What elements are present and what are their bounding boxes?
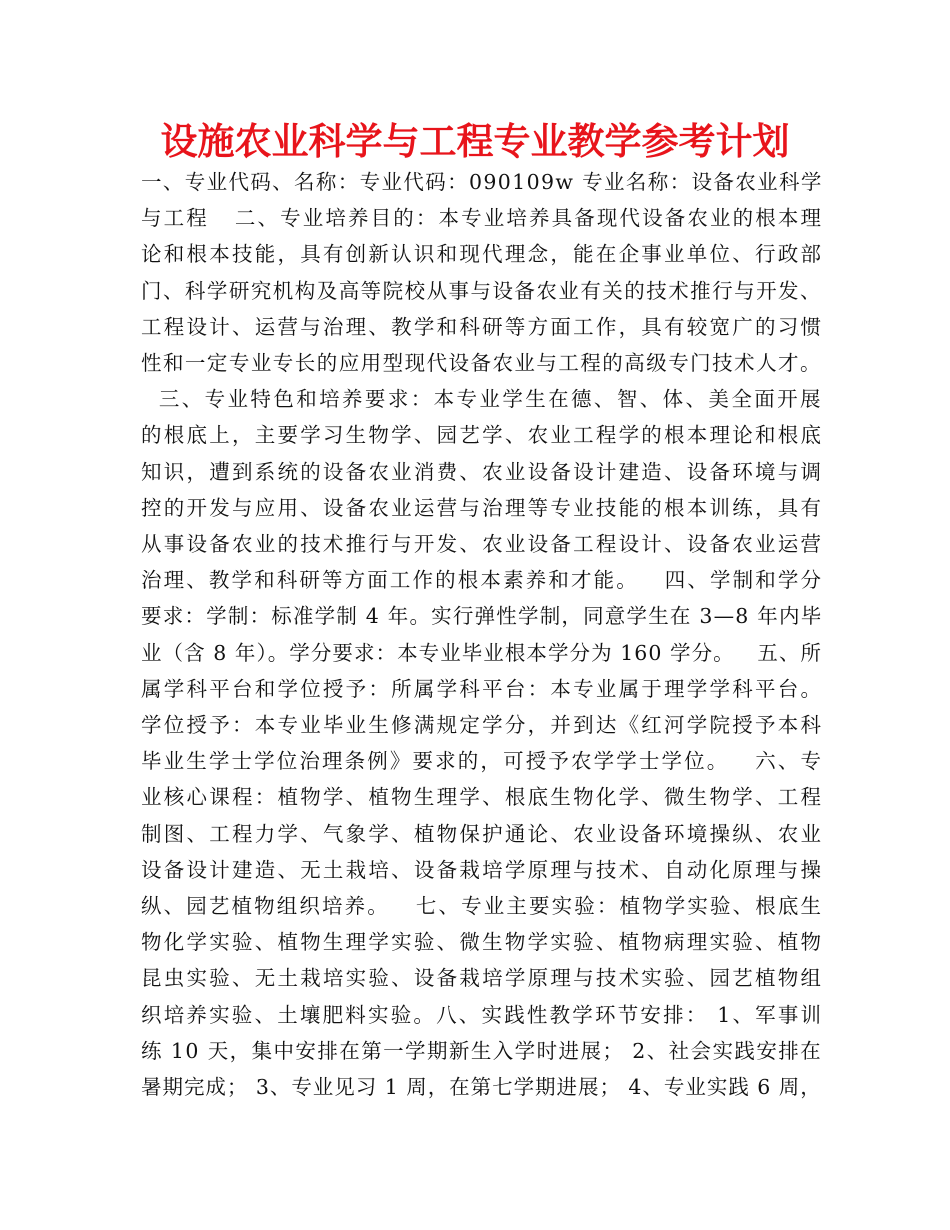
body-line: 昆虫实验、无土栽培实验、设备栽培学原理与技术实验、园艺植物组	[141, 966, 824, 991]
body-line: 工程设计、运营与治理、教学和科研等方面工作，具有较宽广的习惯	[141, 314, 824, 339]
body-line: 毕业生学士学位治理条例》要求的，可授予农学学士学位。 六、专	[141, 749, 824, 774]
body-line: 知识，遭到系统的设备农业消费、农业设备设计建造、设备环境与调	[141, 459, 824, 484]
body-line: 一、专业代码、名称：专业代码：090109w 专业名称：设备农业科学	[141, 170, 823, 194]
body-line: 织培养实验、土壤肥料实验。八、实践性教学环节安排： 1、军事训	[141, 1002, 824, 1027]
body-line: 纵、园艺植物组织培养。 七、专业主要实验：植物学实验、根底生	[141, 894, 824, 919]
document-title: 设施农业科学与工程专业教学参考计划	[160, 120, 790, 163]
body-line: 性和一定专业专长的应用型现代设备农业与工程的高级专门技术人才。	[141, 351, 822, 376]
body-line: 业（含 8 年）。学分要求：本专业毕业根本学分为 160 学分。 五、所	[141, 640, 823, 665]
body-line: 要求：学制：标准学制 4 年。实行弹性学制，同意学生在 3—8 年内毕	[141, 604, 823, 629]
body-line: 三、专业特色和培养要求：本专业学生在德、智、体、美全面开展	[141, 387, 823, 412]
body-line: 属学科平台和学位授予：所属学科平台：本专业属于理学学科平台。	[141, 676, 824, 701]
body-line: 设备设计建造、无土栽培、设备栽培学原理与技术、自动化原理与操	[141, 857, 824, 882]
body-line: 学位授予：本专业毕业生修满规定学分，并到达《红河学院授予本科	[141, 713, 824, 738]
body-line: 练 10 天，集中安排在第一学期新生入学时进展； 2、社会实践安排在	[141, 1038, 823, 1063]
body-line: 物化学实验、植物生理学实验、微生物学实验、植物病理实验、植物	[141, 930, 824, 955]
body-line: 控的开发与应用、设备农业运营与治理等专业技能的根本训练，具有	[141, 495, 824, 520]
body-line: 门、科学研究机构及高等院校从事与设备农业有关的技术推行与开发、	[141, 278, 822, 303]
body-line: 论和根本技能，具有创新认识和现代理念，能在企事业单位、行政部	[141, 242, 824, 267]
body-line: 的根底上，主要学习生物学、园艺学、农业工程学的根本理论和根底	[141, 423, 824, 448]
body-line: 暑期完成； 3、专业见习 1 周，在第七学期进展； 4、专业实践 6 周，	[141, 1075, 822, 1100]
document-body	[141, 164, 824, 1105]
body-line: 治理、教学和科研等方面工作的根本素养和才能。 四、学制和学分	[141, 568, 824, 593]
body-line: 业核心课程：植物学、植物生理学、根底生物化学、微生物学、工程	[141, 785, 824, 810]
body-line: 与工程 二、专业培养目的：本专业培养具备现代设备农业的根本理	[141, 206, 824, 231]
body-line: 制图、工程力学、气象学、植物保护通论、农业设备环境操纵、农业	[141, 821, 824, 846]
body-line: 从事设备农业的技术推行与开发、农业设备工程设计、设备农业运营	[141, 532, 824, 557]
